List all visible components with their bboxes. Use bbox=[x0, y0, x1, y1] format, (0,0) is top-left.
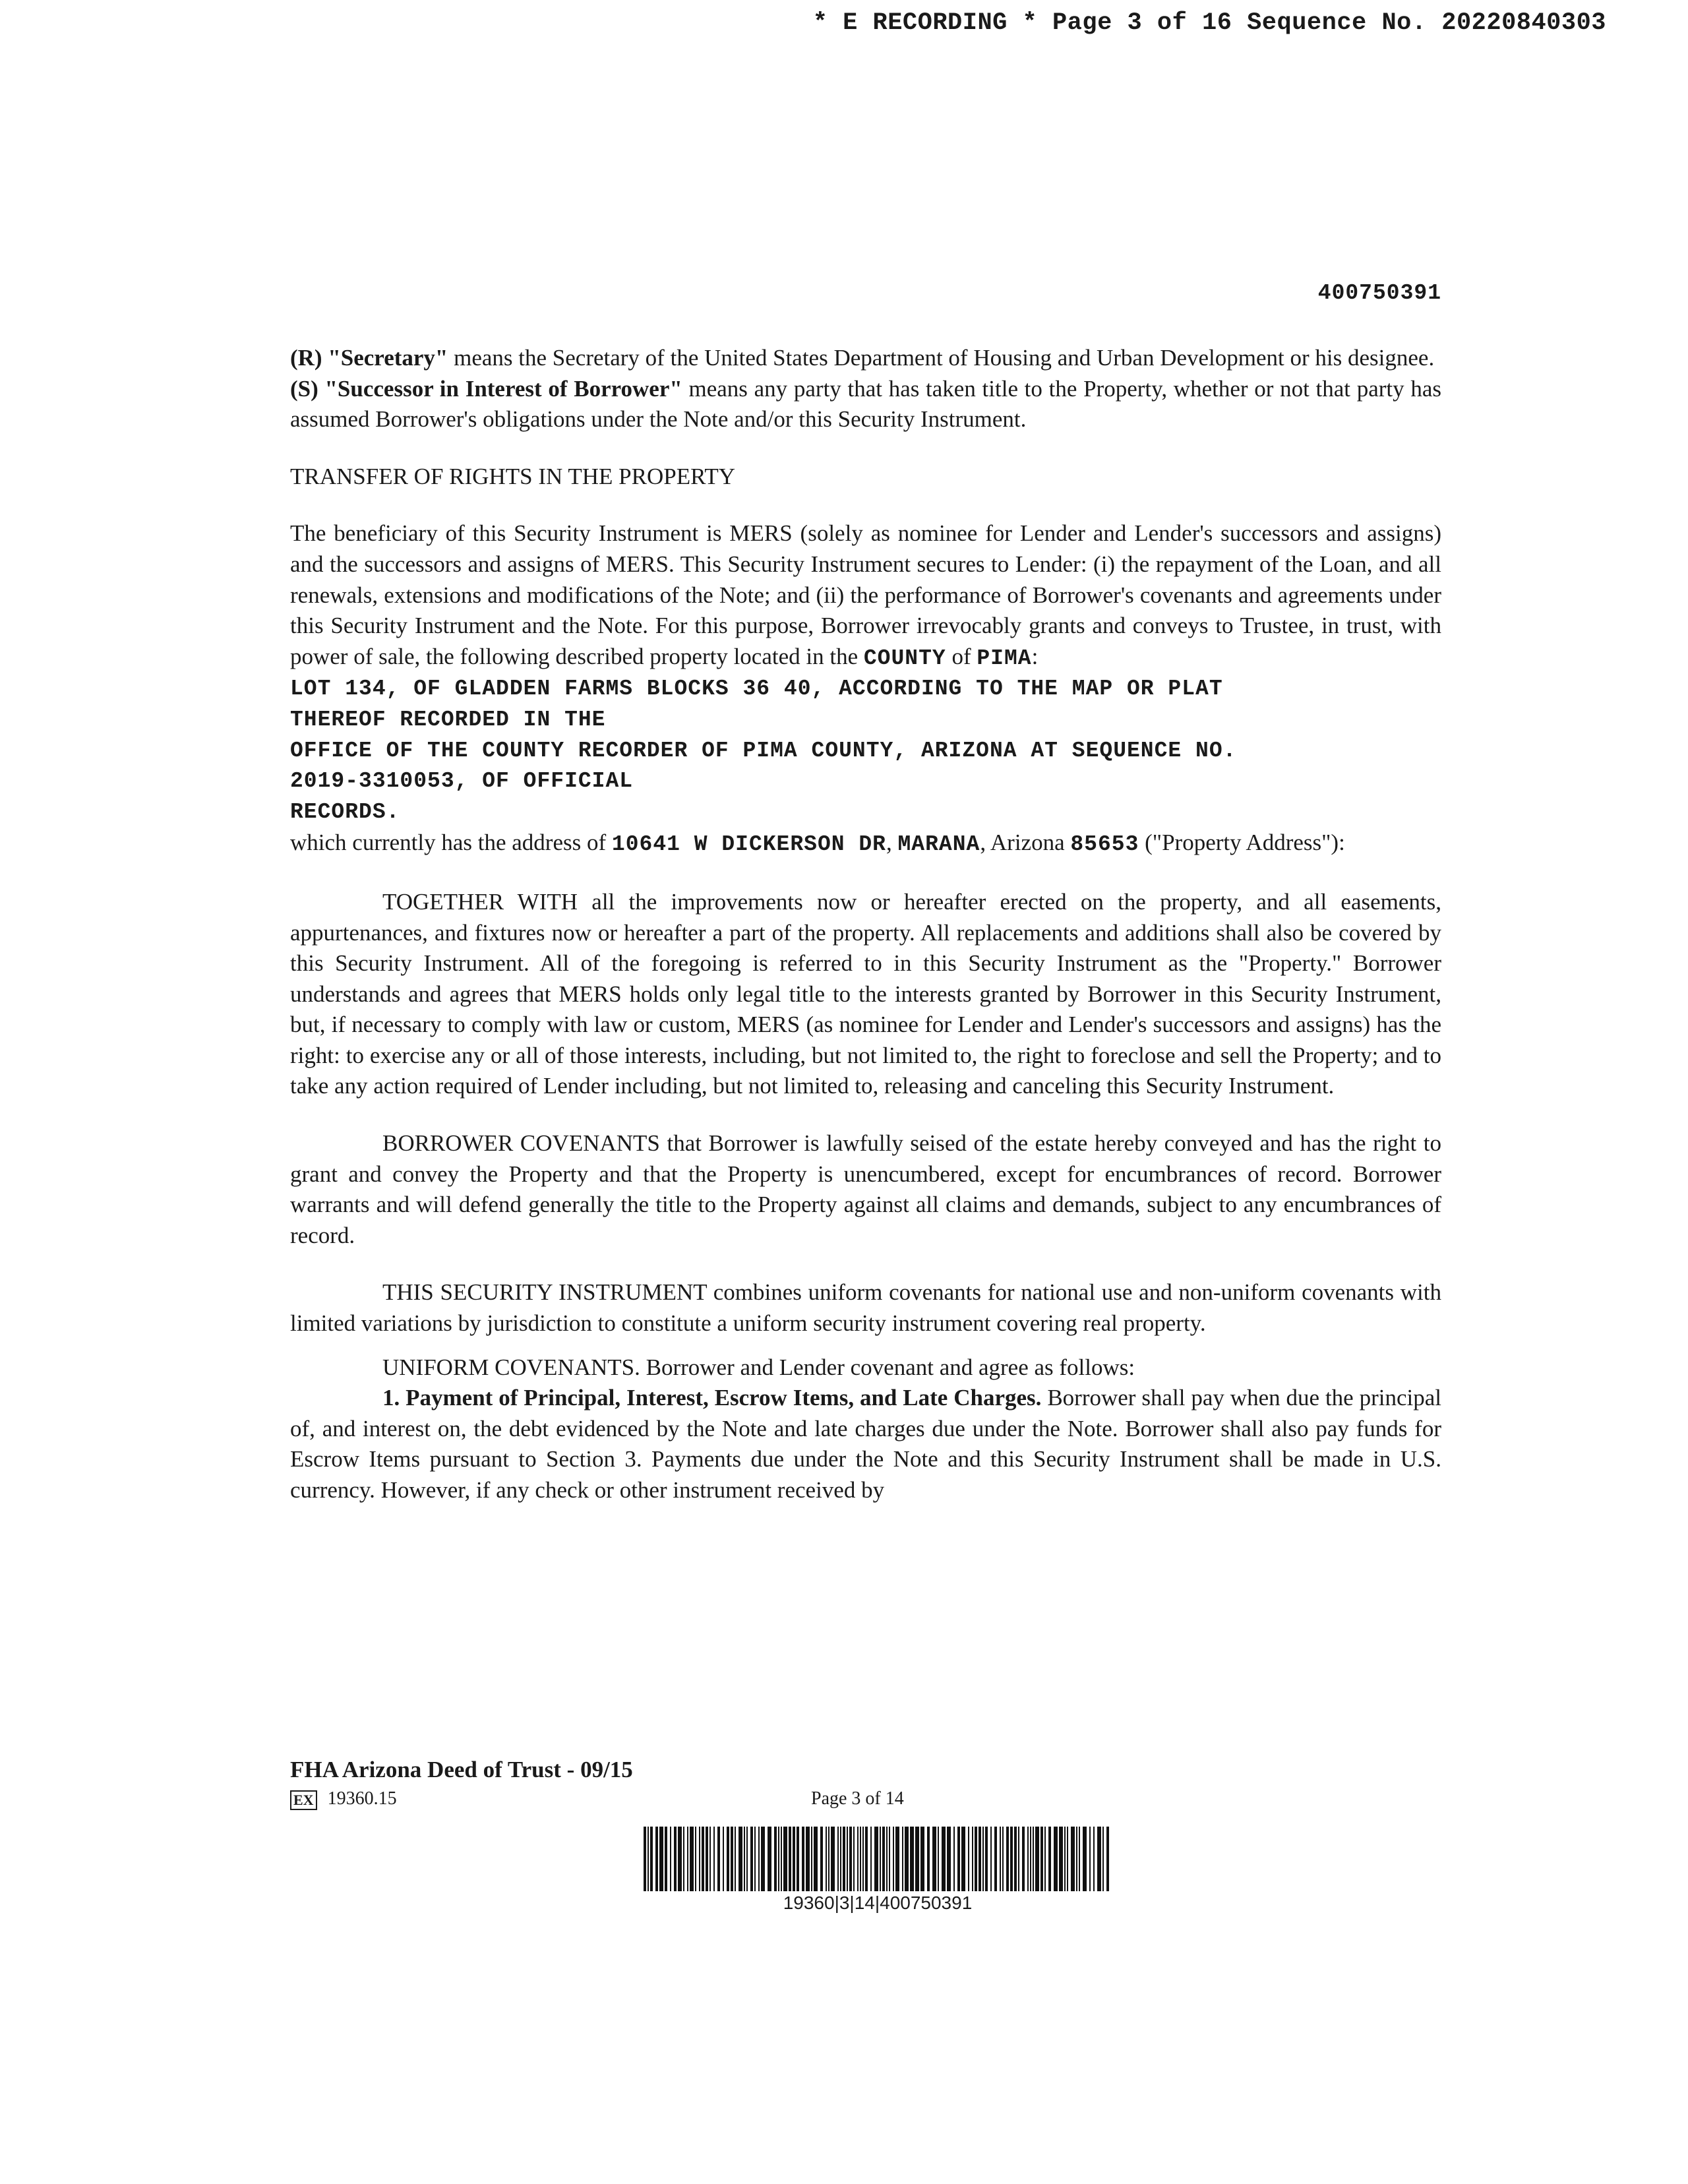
address-city: MARANA bbox=[897, 832, 980, 857]
definition-r bbox=[290, 343, 1441, 374]
county-label: COUNTY bbox=[863, 646, 946, 671]
definition-s bbox=[290, 374, 1441, 435]
address-comma: , bbox=[886, 830, 898, 856]
address-street: 10641 W DICKERSON DR bbox=[611, 832, 886, 857]
county-colon: : bbox=[1031, 643, 1039, 669]
address-state: , Arizona bbox=[980, 830, 1071, 856]
section-heading-transfer: TRANSFER OF RIGHTS IN THE PROPERTY bbox=[290, 463, 735, 489]
loan-number: 400750391 bbox=[1317, 281, 1441, 305]
legal-description-line: OFFICE OF THE COUNTY RECORDER OF PIMA COUNTY, ARIZONA AT SEQUENCE NO. bbox=[290, 738, 1237, 763]
transfer-text: The beneficiary of this Security Instrument is MERS (solely as nominee for Lender and Lender's successors and assigns) and the successors and assigns of MERS. This Security Instrument secures to Lender: (i) the repayment of the Loan, and all renewals, extensions and modifications of the Note; and (ii) the performance of Borrower's covenants and agreements under this Security Instrument and the Note. For this purpose, Borrower irrevocably grants and conveys to Trustee, in trust, with power of sale, the following described property located in the bbox=[290, 520, 1441, 669]
security-instrument-paragraph: THIS SECURITY INSTRUMENT combines uniform covenants for national use and non-uniform covenants with limited variations by jurisdiction to constitute a uniform security instrument covering real property. bbox=[290, 1279, 1441, 1337]
address-suffix: ("Property Address"): bbox=[1139, 830, 1345, 856]
barcode-text: 19360|3|14|400750391 bbox=[783, 1893, 973, 1913]
property-address bbox=[290, 828, 1441, 861]
legal-description-line: 2019-3310053, OF OFFICIAL bbox=[290, 769, 634, 794]
legal-description-line: LOT 134, OF GLADDEN FARMS BLOCKS 36 40, ACCORDING TO THE MAP OR PLAT bbox=[290, 677, 1223, 702]
uniform-covenants-paragraph: UNIFORM COVENANTS. Borrower and Lender covenant and agree as follows: bbox=[382, 1354, 1135, 1380]
legal-description-line: RECORDS. bbox=[290, 799, 400, 824]
definition-r-text: means the Secretary of the United States Department of Housing and Urban Development or his designee. bbox=[448, 345, 1435, 371]
address-prefix: which currently has the address of bbox=[290, 830, 612, 856]
address-zip: 85653 bbox=[1070, 832, 1139, 857]
form-code-badge: EX bbox=[290, 1790, 317, 1810]
form-code bbox=[290, 1788, 397, 1810]
legal-description-line: THEREOF RECORDED IN THE bbox=[290, 707, 606, 732]
county-of: of bbox=[946, 643, 977, 669]
definition-s-text: means any party that has taken title to the Property, whether or not that party has assumed Borrower's obligations under the Note and/or this Security Instrument. bbox=[290, 375, 1441, 433]
payment-text: Borrower shall pay when due the principal of, and interest on, the debt evidenced by the Note and late charges due under the Note. Borrower shall also pay funds for Escrow Items pursuant to Section 3. Payments due under the Note and this Security Instrument shall be made in U.S. currency. However, if any check or other instrument received by bbox=[290, 1385, 1441, 1503]
definition-s-label: (S) "Successor in Interest of Borrower" bbox=[290, 375, 682, 402]
form-code-number: 19360.15 bbox=[327, 1788, 397, 1809]
barcode bbox=[644, 1827, 1112, 1891]
form-title: FHA Arizona Deed of Trust - 09/15 bbox=[290, 1757, 633, 1782]
county-name: PIMA bbox=[977, 646, 1032, 671]
payment-paragraph bbox=[290, 1383, 1441, 1505]
borrower-covenants-paragraph: BORROWER COVENANTS that Borrower is lawfully seised of the estate hereby conveyed and has the right to grant and convey the Property and that the Property is unencumbered, except for encumbrances of record. Borrower warrants and will defend generally the title to the Property against all claims and demands, subject to any encumbrances of record. bbox=[290, 1130, 1441, 1248]
payment-title: 1. Payment of Principal, Interest, Escrow Items, and Late Charges. bbox=[382, 1385, 1042, 1411]
definition-r-label: (R) "Secretary" bbox=[290, 345, 448, 371]
transfer-paragraph bbox=[290, 518, 1441, 674]
document-body bbox=[290, 343, 1441, 1506]
page-number: Page 3 of 14 bbox=[811, 1788, 904, 1809]
together-with-paragraph: TOGETHER WITH all the improvements now or hereafter erected on the property, and all easements, appurtenances, and fixtures now or hereafter a part of the property. All replacements and additions shall also be covered by this Security Instrument. All of the foregoing is referred to in this Security Instrument as the "Property." Borrower understands and agrees that MERS holds only legal title to the interests granted by Borrower in this Security Instrument, but, if necessary to comply with law or custom, MERS (as nominee for Lender and Lender's successors and assigns) has the right: to exercise any or all of those interests, including, but not limited to, the right to foreclose and sell the Property; and to take any action required of Lender including, but not limited to, releasing and canceling this Security Instrument. bbox=[290, 888, 1441, 1099]
recording-stamp: * E RECORDING * Page 3 of 16 Sequence No. 20220840303 bbox=[812, 9, 1606, 37]
